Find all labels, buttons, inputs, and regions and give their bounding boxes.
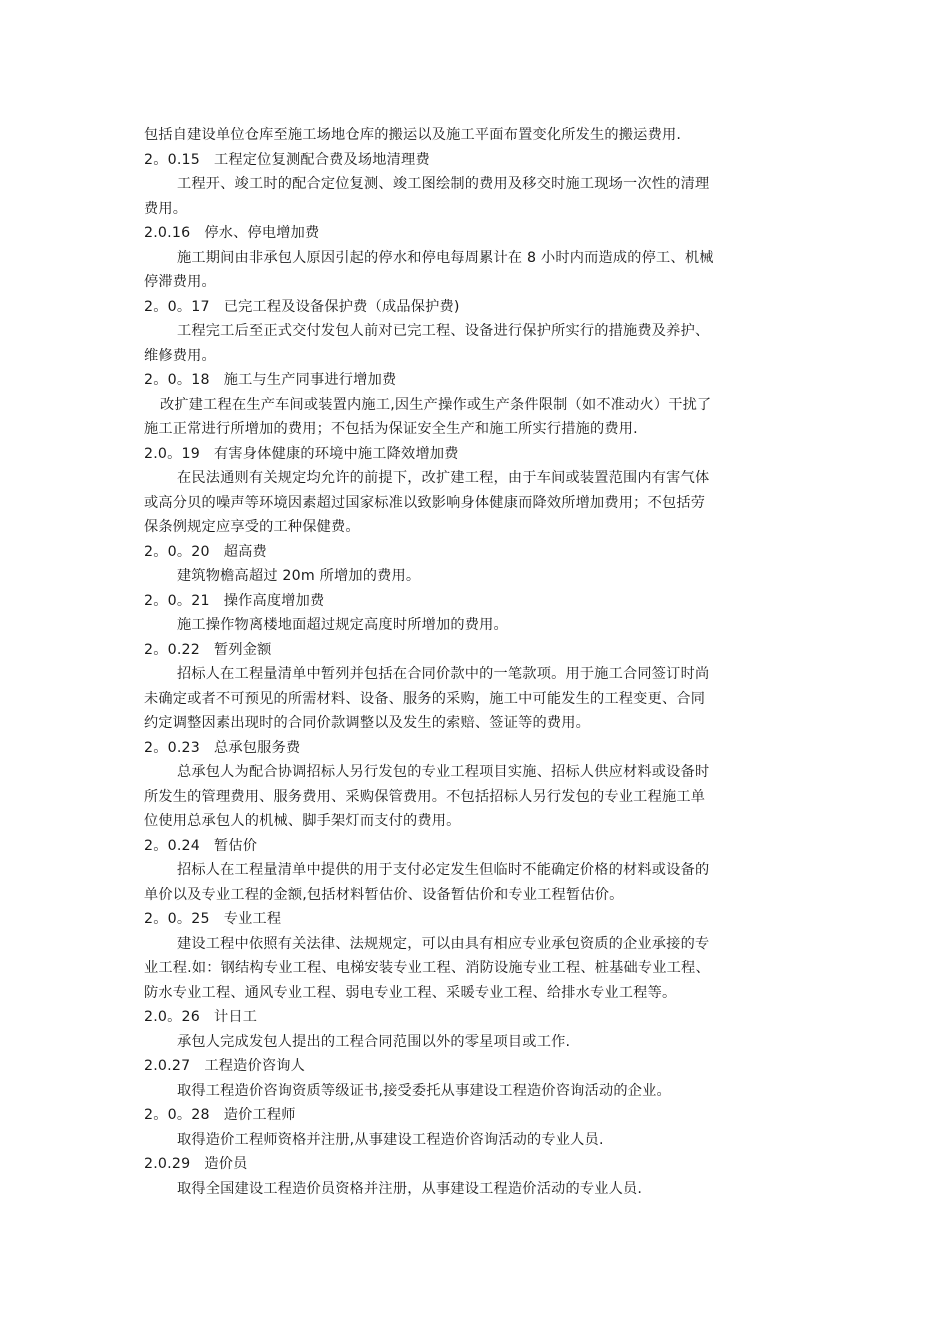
- paragraph-line: 业工程.如：钢结构专业工程、电梯安装专业工程、消防设施专业工程、桩基础专业工程、: [144, 960, 710, 976]
- section-heading: [144, 638, 810, 663]
- section-number: 2.0.16: [144, 225, 191, 241]
- paragraph-line: 在民法通则有关规定均允许的前提下，改扩建工程，由于车间或装置范围内有害气体: [177, 470, 710, 486]
- section-number: 2。0。20: [144, 543, 210, 560]
- section-heading: [144, 148, 810, 173]
- paragraph-line: 取得造价工程师资格并注册,从事建设工程造价咨询活动的专业人员.: [177, 1131, 604, 1148]
- section-title: 停水、停电增加费: [204, 225, 320, 241]
- paragraph-line: 招标人在工程量清单中提供的用于支付必定发生但临时不能确定价格的材料或设备的: [177, 862, 710, 878]
- paragraph-line: 费用。: [144, 200, 188, 217]
- paragraph-line: 取得工程造价咨询资质等级证书,接受委托从事建设工程造价咨询活动的企业。: [177, 1082, 671, 1099]
- section-heading: [144, 834, 810, 859]
- paragraph-line: 建设工程中依照有关法律、法规规定，可以由具有相应专业承包资质的企业承接的专: [177, 935, 710, 952]
- paragraph-line: 施工操作物离楼地面超过规定高度时所增加的费用。: [177, 617, 508, 633]
- paragraph-line: 未确定或者不可预见的所需材料、设备、服务的采购，施工中可能发生的工程变更、合同: [144, 690, 706, 707]
- paragraph-line: 或高分贝的噪声等环境因素超过国家标准以致影响身体健康而降效所增加费用；不包括劳: [144, 494, 706, 511]
- section-number: 2.0。26: [144, 1009, 201, 1025]
- paragraph-line: 约定调整因素出现时的合同价款调整以及发生的索赔、签证等的费用。: [144, 715, 591, 731]
- paragraph-line: 招标人在工程量清单中暂列并包括在合同价款中的一笔款项。用于施工合同签订时尚: [177, 666, 710, 682]
- section-heading: [144, 589, 810, 614]
- section-number: 2。0。18: [144, 372, 210, 388]
- paragraph-line: 维修费用。: [144, 347, 216, 364]
- document-body: [144, 123, 810, 1201]
- paragraph-line: 防水专业工程、通风专业工程、弱电专业工程、采暖专业工程、给排水专业工程等。: [144, 984, 677, 1001]
- section-heading: [144, 1005, 810, 1030]
- paragraph-line: 取得全国建设工程造价员资格并注册，从事建设工程造价活动的专业人员.: [177, 1180, 643, 1197]
- section-title: 总承包服务费: [214, 739, 301, 756]
- section-title: 暂列金额: [214, 641, 272, 658]
- paragraph-line: 工程完工后至正式交付发包人前对已完工程、设备进行保护所实行的措施费及养护、: [177, 323, 710, 339]
- section-heading: [144, 368, 810, 393]
- section-title: 专业工程: [223, 911, 282, 927]
- section-number: 2。0.23: [144, 739, 201, 756]
- paragraph-line: 单价以及专业工程的金额,包括材料暂估价、设备暂估价和专业工程暂估价。: [144, 886, 624, 903]
- section-heading: [144, 1103, 810, 1128]
- paragraph-line: 承包人完成发包人提出的工程合同范围以外的零星项目或工作.: [177, 1033, 571, 1050]
- section-title: 施工与生产同事进行增加费: [223, 372, 397, 388]
- section-heading: [144, 1054, 810, 1079]
- section-number: 2。0.24: [144, 837, 201, 854]
- section-title: 造价员: [204, 1156, 248, 1172]
- section-title: 暂估价: [214, 837, 258, 854]
- section-title: 已完工程及设备保护费（成品保护费): [223, 298, 460, 315]
- paragraph-line: 总承包人为配合协调招标人另行发包的专业工程项目实施、招标人供应材料或设备时: [177, 764, 710, 780]
- section-heading: [144, 907, 810, 932]
- section-number: 2.0.27: [144, 1058, 191, 1074]
- section-heading: [144, 295, 810, 320]
- section-number: 2.0.29: [144, 1156, 191, 1172]
- paragraph-line: 位使用总承包人的机械、脚手架灯而支付的费用。: [144, 813, 461, 829]
- paragraph-line: 停滞费用。: [144, 274, 216, 290]
- paragraph-line: 施工期间由非承包人原因引起的停水和停电每周累计在 8 小时内而造成的停工、机械: [177, 249, 714, 266]
- section-title: 超高费: [223, 543, 267, 560]
- section-heading: [144, 1152, 810, 1177]
- section-title: 工程造价咨询人: [204, 1058, 306, 1074]
- section-heading: [144, 442, 810, 467]
- paragraph-line: 建筑物檐高超过 20m 所增加的费用。: [177, 568, 421, 584]
- section-number: 2。0。17: [144, 298, 210, 315]
- paragraph-line: 保条例规定应享受的工种保健费。: [144, 519, 360, 535]
- section-number: 2。0.22: [144, 641, 201, 658]
- section-number: 2。0。25: [144, 911, 210, 927]
- section-heading: [144, 736, 810, 761]
- section-number: 2。0。28: [144, 1107, 210, 1123]
- section-number: 2。0。21: [144, 592, 210, 609]
- section-heading: [144, 540, 810, 565]
- paragraph-line: 所发生的管理费用、服务费用、采购保管费用。不包括招标人另行发包的专业工程施工单: [144, 788, 706, 805]
- paragraph-line: 改扩建工程在生产车间或装置内施工,因生产操作或生产条件限制（如不准动火）干扰了: [160, 396, 712, 413]
- paragraph-line: 工程开、竣工时的配合定位复测、竣工图绘制的费用及移交时施工现场一次性的清理: [177, 176, 710, 192]
- section-number: 2。0.15: [144, 151, 201, 168]
- section-title: 有害身体健康的环境中施工降效增加费: [214, 445, 459, 462]
- section-title: 操作高度增加费: [223, 592, 325, 609]
- paragraph-line: 包括自建设单位仓库至施工场地仓库的搬运以及施工平面布置变化所发生的搬运费用.: [144, 127, 682, 143]
- section-title: 造价工程师: [223, 1107, 296, 1123]
- section-heading: [144, 221, 810, 246]
- paragraph-line: 施工正常进行所增加的费用；不包括为保证安全生产和施工所实行措施的费用.: [144, 421, 638, 437]
- section-title: 计日工: [214, 1009, 258, 1025]
- section-number: 2.0。19: [144, 445, 201, 462]
- section-title: 工程定位复测配合费及场地清理费: [214, 151, 430, 168]
